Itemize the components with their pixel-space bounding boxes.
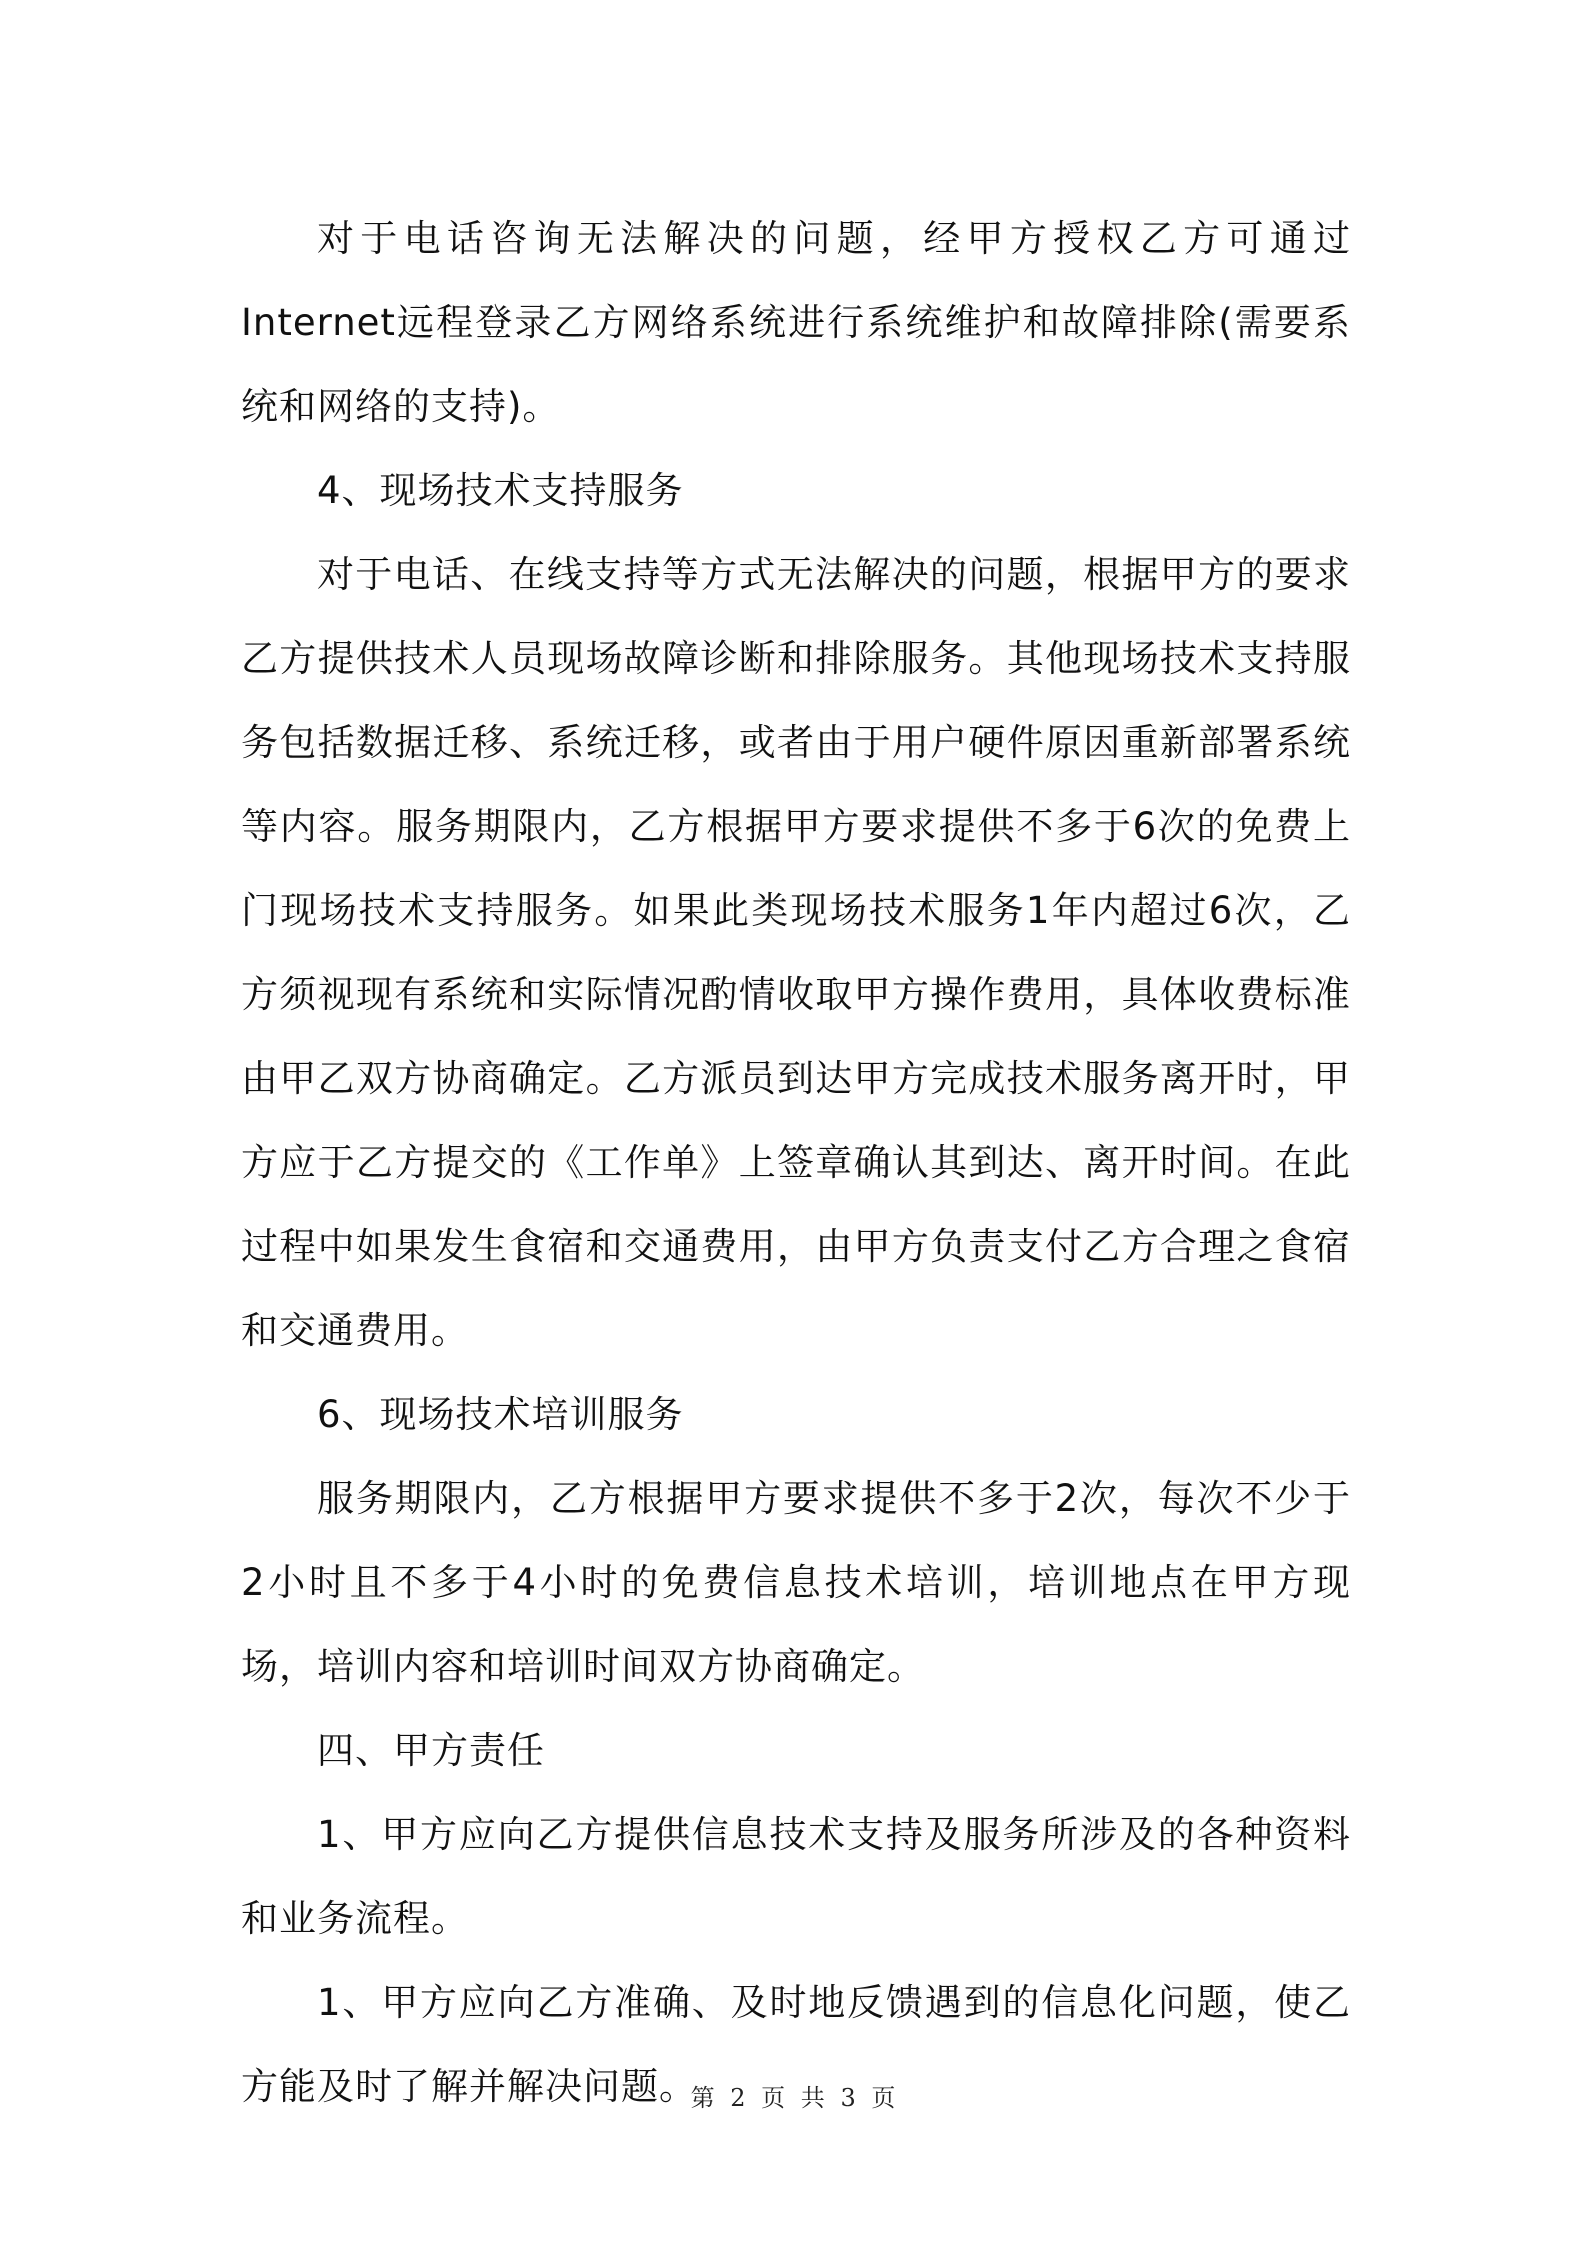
heading-onsite-training: 6、现场技术培训服务	[317, 1393, 684, 1436]
heading-onsite-support: 4、现场技术支持服务	[317, 469, 684, 512]
page-footer: 第 2 页 共 3 页	[690, 2084, 896, 2112]
document-body	[241, 197, 1351, 2129]
paragraph-remote-maintenance: 对于电话咨询无法解决的问题，经甲方授权乙方可通过Internet远程登录乙方网络系统进行系统维护和故障排除(需要系统和网络的支持)。	[241, 217, 1351, 428]
paragraph-onsite-training: 服务期限内，乙方根据甲方要求提供不多于2次，每次不少于2小时且不多于4小时的免费信息技术培训，培训地点在甲方现场，培训内容和培训时间双方协商确定。	[241, 1477, 1351, 1688]
paragraph-feedback-issues: 1、甲方应向乙方准确、及时地反馈遇到的信息化问题，使乙方能及时了解并解决问题。	[241, 1981, 1351, 2108]
heading-party-a-responsibility: 四、甲方责任	[317, 1729, 545, 1772]
paragraph-onsite-support: 对于电话、在线支持等方式无法解决的问题，根据甲方的要求乙方提供技术人员现场故障诊断和排除服务。其他现场技术支持服务包括数据迁移、系统迁移，或者由于用户硬件原因重新部署系统等内容。服务期限内，乙方根据甲方要求提供不多于6次的免费上门现场技术支持服务。如果此类现场技术服务1年内超过6次，乙方须视现有系统和实际情况酌情收取甲方操作费用，具体收费标准由甲乙双方协商确定。乙方派员到达甲方完成技术服务离开时，甲方应于乙方提交的《工作单》上签章确认其到达、离开时间。在此过程中如果发生食宿和交通费用，由甲方负责支付乙方合理之食宿和交通费用。	[241, 553, 1351, 1352]
paragraph-provide-materials: 1、甲方应向乙方提供信息技术支持及服务所涉及的各种资料和业务流程。	[241, 1813, 1351, 1940]
